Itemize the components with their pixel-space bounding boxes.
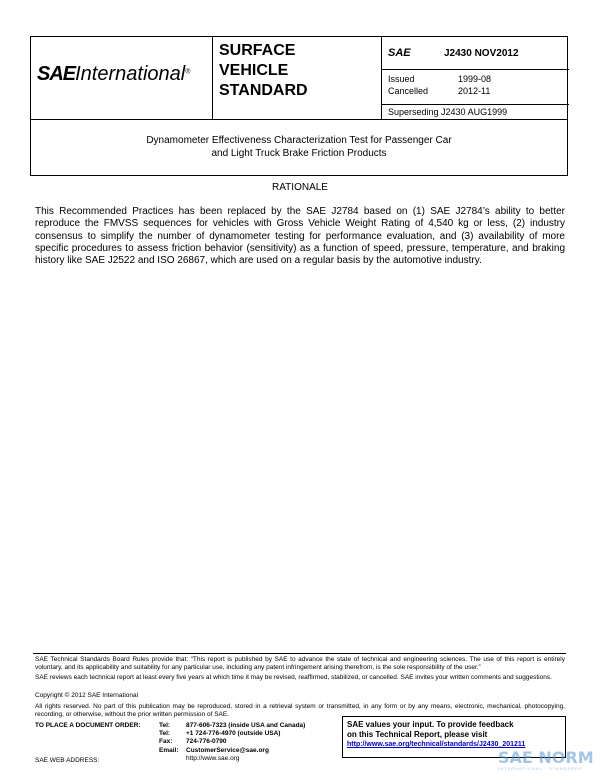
web-address-label: SAE WEB ADDRESS:	[35, 757, 100, 764]
standard-type	[219, 41, 308, 101]
cancelled-value: 2012-11	[458, 86, 491, 96]
feedback-link[interactable]: http://www.sae.org/technical/standards/J2430_201211	[347, 741, 526, 748]
sae-international-logo	[37, 63, 190, 86]
footer-rights-paragraph: All rights reserved. No part of this publication may be reproduced, stored in a retrieval system or transmitted, in any form or by any means, electronic, mechanical, photocopying, recording, or otherwise, without the prior written permission of SAE.	[35, 703, 565, 719]
document-header	[30, 36, 568, 176]
document-code-row	[382, 37, 569, 70]
contact-tel-domestic: Tel: 877-606-7323 (inside USA and Canada)	[159, 722, 306, 729]
standard-type-line-3: STANDARD	[219, 82, 308, 99]
order-label: TO PLACE A DOCUMENT ORDER:	[35, 722, 141, 729]
logo-brand: SAE	[37, 63, 76, 85]
rationale-heading: RATIONALE	[272, 182, 328, 193]
contact-website[interactable]: http://www.sae.org	[186, 754, 240, 762]
watermark-subtext: INTERNATIONAL · STANDARDS	[498, 766, 583, 771]
watermark-logo: SAE NORM	[498, 748, 594, 767]
logo-registered-mark: ®	[185, 68, 191, 76]
contact-list	[159, 722, 305, 763]
superseding-note: Superseding J2430 AUG1999	[388, 107, 508, 117]
sae-mark: SAE	[388, 47, 411, 59]
logo-text: International	[75, 63, 186, 85]
standard-type-line-2: VEHICLE	[219, 62, 289, 79]
logo-cell	[31, 37, 213, 119]
title-row	[31, 119, 567, 177]
document-code: J2430 NOV2012	[444, 48, 519, 59]
feedback-line-2: on this Technical Report, please visit	[347, 730, 488, 739]
standard-type-line-1: SURFACE	[219, 42, 296, 59]
cancelled-label: Cancelled	[388, 86, 429, 96]
rationale-body: This Recommended Practices has been replaced by the SAE J2784 based on (1) SAE J2784’s ability to better reproduce the FMVSS sequences for vehicles with Gross Vehicle Weight Rating of 4,540 kg or less, (2) industry consensus to simplify the number of dynamometer testing for performance evaluation, and (3) availability of more specific procedures to assess friction behavior (sensitivity) as a function of speed, pressure, temperature, and braking history like SAE J2522 and ISO 26867, which are used on a regular basis by the automotive industry.	[35, 206, 565, 267]
document-info-column	[381, 37, 569, 119]
footer-review-paragraph: SAE reviews each technical report at least every five years at which time it may be revised, reaffirmed, stabilized, or cancelled. SAE invites your written comments and suggestions.	[35, 674, 552, 681]
title-line-2: and Light Truck Brake Friction Products	[211, 148, 387, 159]
document-title	[31, 134, 567, 160]
document-dates	[382, 70, 569, 105]
feedback-line-1: SAE values your input. To provide feedback	[347, 720, 514, 729]
contact-tel-international: Tel: +1 724-776-4970 (outside USA)	[159, 730, 281, 738]
footer-copyright: Copyright © 2012 SAE International	[35, 692, 139, 699]
contact-email[interactable]: Email: CustomerService@sae.org	[159, 746, 269, 754]
footer-divider	[33, 653, 566, 654]
footer-rules-paragraph: SAE Technical Standards Board Rules provide that: “This report is published by SAE to advance the state of technical and engineering sciences. The use of this report is entirely voluntary, and its applicability and suitability for any particular use, including any patent infringement arising therefrom, is the sole responsibility of the user.”	[35, 656, 565, 672]
title-line-1: Dynamometer Effectiveness Characterization Test for Passenger Car	[146, 135, 452, 146]
contact-fax: Fax: 724-776-0790	[159, 738, 227, 746]
issued-label: Issued	[388, 74, 415, 84]
issued-value: 1999-08	[458, 74, 492, 84]
